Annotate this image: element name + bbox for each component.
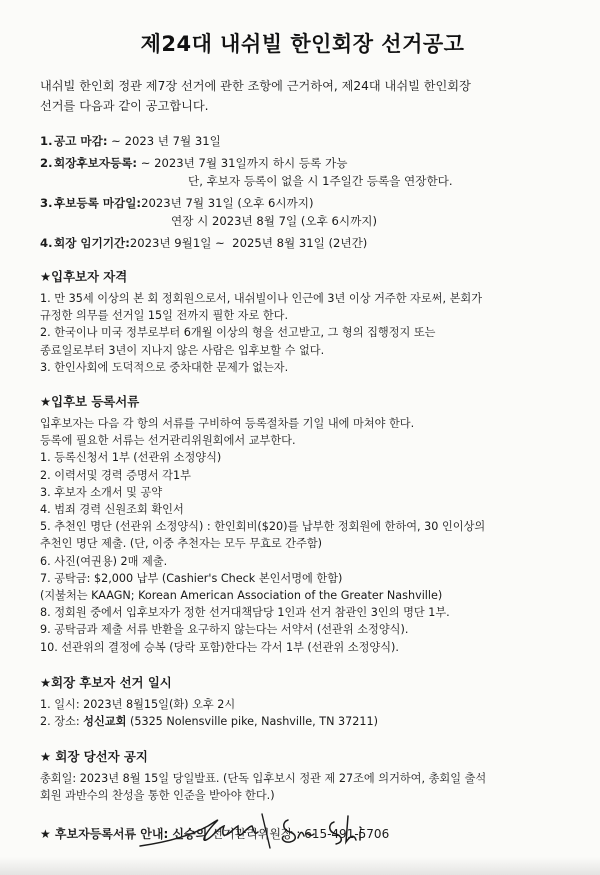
item-continuation: 단, 후보자 등록이 없을 시 1주일간 등록을 연장한다. — [188, 174, 453, 188]
place-address: (5325 Nolensville pike, Nashville, TN 37211) — [126, 715, 378, 729]
item-number: 3. — [40, 196, 53, 210]
intro-line: 내쉬빌 한인회 정관 제7장 선거에 관한 조항에 근거하여, 제24대 내쉬빌 한인회장 — [40, 79, 471, 93]
body-line: 7. 공탁금: $2,000 납부 (Cashier's Check 본인서명에 한함) — [40, 571, 343, 585]
document-title: 제24대 내쉬빌 한인회장 선거공고 — [140, 32, 465, 56]
body-line: 종료일로부터 3년이 지나지 않은 사람은 입후보할 수 없다. — [40, 343, 325, 357]
announcement-body — [40, 770, 565, 804]
documents-body — [40, 415, 565, 656]
body-line: (지불처는 KAAGN; Korean American Association of the Greater Nashville) — [40, 589, 443, 603]
place-prefix: 2. 장소: — [40, 715, 84, 729]
item-key: 회장 임기기간: — [54, 236, 130, 250]
item-key: 후보등록 마감일: — [54, 196, 142, 210]
item-number: 4. — [40, 236, 53, 250]
body-line: 1. 만 35세 이상의 본 회 정회원으로서, 내쉬빌이나 인근에 3년 이상 거주한 자로써, 본회가 — [40, 292, 483, 305]
body-line: 2. 한국이나 미국 정부로부터 6개월 이상의 형을 선고받고, 그 형의 집행정지 또는 — [40, 326, 436, 340]
body-line: 8. 정회원 중에서 입후보자가 정한 선거대책담당 1인과 선거 참관인 3인의 명단 1부. — [40, 606, 450, 620]
item-value: ~ 2023년 7월 31일까지 하시 등록 가능 — [137, 156, 348, 170]
item-value: ~ 2023 년 7월 31일 — [107, 134, 221, 148]
signature-icon — [138, 812, 408, 852]
key-item-term — [40, 234, 565, 252]
item-key: 회장후보자등록: — [54, 156, 138, 170]
body-line: 6. 사진(여권용) 2매 제출. — [40, 554, 168, 568]
body-line: 추천인 명단 제출. (단, 이중 추천자는 모두 무효로 간주함) — [40, 537, 323, 551]
item-number: 2. — [40, 156, 53, 170]
body-line: 10. 선관위의 결정에 승복 (당락 포함)한다는 각서 1부 (선관위 소정양식). — [40, 640, 399, 654]
body-line: 9. 공탁금과 제출 서류 반환을 요구하지 않는다는 서약서 (선관위 소정양식). — [40, 623, 409, 637]
body-line: 규정한 의무를 선거일 15일 전까지 필한 자로 한다. — [40, 309, 289, 323]
key-item-registration-close — [40, 194, 565, 212]
item-continuation: 연장 시 2023년 8월 7일 (오후 6시까지) — [171, 214, 377, 228]
place-name: 성신교회 — [83, 715, 127, 729]
item-number: 1. — [40, 134, 53, 148]
key-item-deadline — [40, 132, 565, 150]
body-line: 2. 이력서및 경력 증명서 각1부 — [40, 468, 191, 482]
body-line: 등록에 필요한 서류는 선거관리위원회에서 교부한다. — [40, 434, 296, 448]
section-heading-election: ★회장 후보자 선거 일시 — [40, 674, 172, 690]
item-value: 2023년 9월1일 ~ 2025년 8월 31일 (2년간) — [129, 236, 368, 250]
contact-label: ★ 후보자등록서류 안내: 신승의 — [40, 826, 212, 841]
election-date: 1. 일시: 2023년 8월15일(화) 오후 2시 — [40, 697, 236, 711]
body-line: 입후보자는 다음 각 항의 서류를 구비하여 등록절차를 기일 내에 마쳐야 한다. — [40, 417, 415, 431]
body-line: 회원 과반수의 찬성을 통한 인준을 받아야 한다.) — [40, 789, 275, 803]
item-key: 공고 마감: — [54, 134, 108, 148]
election-body — [40, 696, 565, 730]
section-heading-documents: ★입후보 등록서류 — [40, 394, 140, 410]
body-line: 5. 추천인 명단 (선관위 소정양식) : 한인회비($20)를 납부한 정회원에 한하여, 30 인이상의 — [40, 520, 486, 534]
key-items-list — [40, 132, 565, 252]
body-line: 3. 한인사회에 도덕적으로 중차대한 문제가 없는자. — [40, 360, 289, 374]
qualification-body — [40, 290, 565, 376]
body-line: 1. 등록신청서 1부 (선관위 소정양식) — [40, 451, 222, 465]
key-item-registration — [40, 154, 565, 172]
intro-paragraph — [40, 76, 565, 116]
contact-info: 선거관리위원장 : 615-491-5706 — [211, 826, 390, 841]
election-place — [40, 713, 565, 730]
item-value: 2023년 7월 31일 (오후 6시까지) — [141, 196, 314, 210]
body-line: 3. 후보자 소개서 및 공약 — [40, 485, 163, 499]
body-line: 총회일: 2023년 8월 15일 당일발표. (단독 입후보시 정관 제 27조에 의거하여, 총회일 출석 — [40, 772, 487, 786]
notice-document — [40, 28, 565, 843]
section-heading-qualification: ★입후보자 자격 — [40, 269, 128, 284]
section-heading-announcement: ★ 회장 당선자 공지 — [40, 749, 148, 765]
intro-line: 선거를 다음과 같이 공고합니다. — [40, 99, 209, 113]
body-line: 4. 범죄 경력 신원조회 확인서 — [40, 503, 184, 517]
